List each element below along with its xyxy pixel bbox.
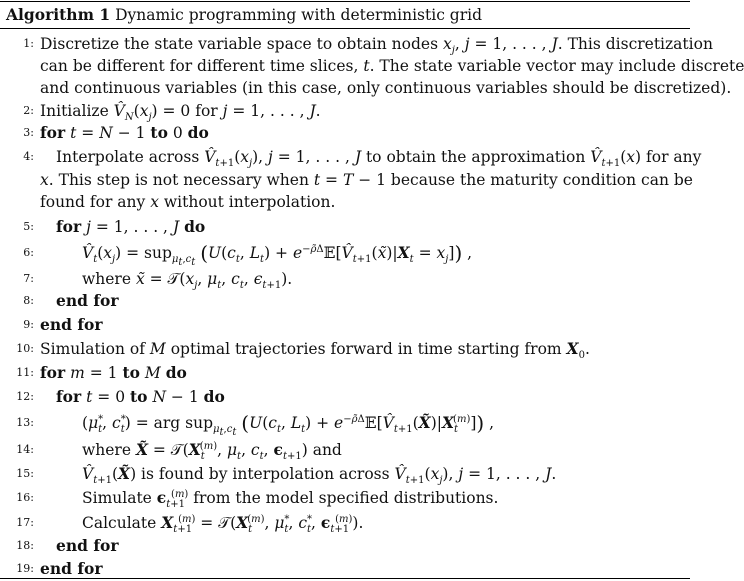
line-number: 5: [23, 220, 34, 233]
line-text: $V̂_{t+1}(X̃)$ is found by interpolation across $V̂_{t+1}(x_j)$, j = 1, . . . , J. [82, 464, 557, 487]
line-text: Initialize $V̂_N(x_j) = 0$ for j = 1, . . . , J. [40, 102, 321, 124]
line-number: 3: [23, 126, 34, 139]
line-text: for j = 1, . . . , J do [56, 217, 206, 236]
line-number: 9: [23, 318, 34, 331]
line-number: 19: [16, 562, 34, 575]
algorithm-caption [6, 5, 482, 25]
line-text: $V̂_t(x_j) = sup_{\mu_t,c_t}$ ($U(c_t$, $L_t$) + $e^{-\rhõ\Delta}𝔼[V̂_{t+1}(x̃)|X_t = x_j]$) , [82, 241, 473, 269]
caption-title: Dynamic programming with deterministic grid [115, 6, 483, 24]
line-number: 15: [16, 467, 34, 480]
caption-rule [0, 28, 690, 29]
line-text: Simulate $\epsilon_{t+1}^{(m)}$ from the model specified distributions. [82, 488, 499, 511]
line-number: 13: [16, 416, 34, 429]
line-number: 8: [23, 294, 34, 307]
line-text: Simulation of M optimal trajectories forward in time starting from $X_0$. [40, 339, 590, 362]
top-rule [0, 1, 690, 2]
line-text: end for [40, 315, 103, 334]
line-number: 1: [23, 37, 34, 50]
line-text: end for [40, 559, 103, 578]
line-number: 6: [23, 246, 34, 259]
line-text: found for any x without interpolation. [40, 193, 336, 211]
line-number: 10: [16, 342, 34, 355]
line-text: x. This step is not necessary when t = T − 1 because the maturity condition can be [40, 171, 693, 189]
line-number: 16: [16, 491, 34, 504]
line-number: 14: [16, 443, 34, 456]
line-text: Interpolate across $V̂_{t+1}(x_j)$, j = 1, . . . , J to obtain the approximation $V̂_{t+1}(x)$ for any [56, 148, 702, 170]
line-text: where x̃ = $𝒯(x_j$, $\mu_t$, $c_t$, $\epsilon_{t+1}$). [82, 270, 293, 292]
line-number: 12: [16, 390, 34, 403]
line-number: 4: [23, 150, 34, 163]
line-text: Discretize the state variable space to obtain nodes $x_j$, j = 1, . . . , J. This discretization [40, 35, 713, 57]
bottom-rule [0, 578, 690, 579]
line-text: for m = 1 to M do [40, 363, 187, 382]
line-number: 18: [16, 539, 34, 552]
line-text: end for [56, 536, 119, 555]
line-text: Calculate $X_{t+1}^{(m)}$ = $𝒯(X_t^{(m)}$, $\mu^*_t$, $c^*_t$, $\epsilon_{t+1}^{(m)}$). [82, 513, 364, 536]
line-text: where X̃ = $𝒯(X_t^{(m)}$, $\mu_t$, $c_t$, $\epsilon_{t+1}$) and [82, 440, 342, 463]
line-number: 11: [16, 366, 34, 379]
line-text: ($\mu^*_t$, $c^*_t$) = arg sup$_{\mu_t,c_t}$ ($U(c_t$, $L_t$) + $e^{-\rhõ\Delta}𝔼[V̂_{t+1}(X̃)|X_t^{(m)}]$) , [82, 411, 495, 439]
line-number: 17: [16, 516, 34, 529]
line-text: and continuous variables (in this case, only continuous variables should be discretized). [40, 79, 732, 97]
line-number: 2: [23, 104, 34, 117]
line-text: can be different for different time slices, t. The state variable vector may include discrete [40, 57, 744, 75]
caption-label: Algorithm 1 [6, 5, 111, 24]
line-text: for t = N − 1 to 0 do [40, 123, 209, 142]
line-text: for t = 0 to N − 1 do [56, 387, 225, 406]
line-number: 7: [23, 272, 34, 285]
line-text: end for [56, 291, 119, 310]
